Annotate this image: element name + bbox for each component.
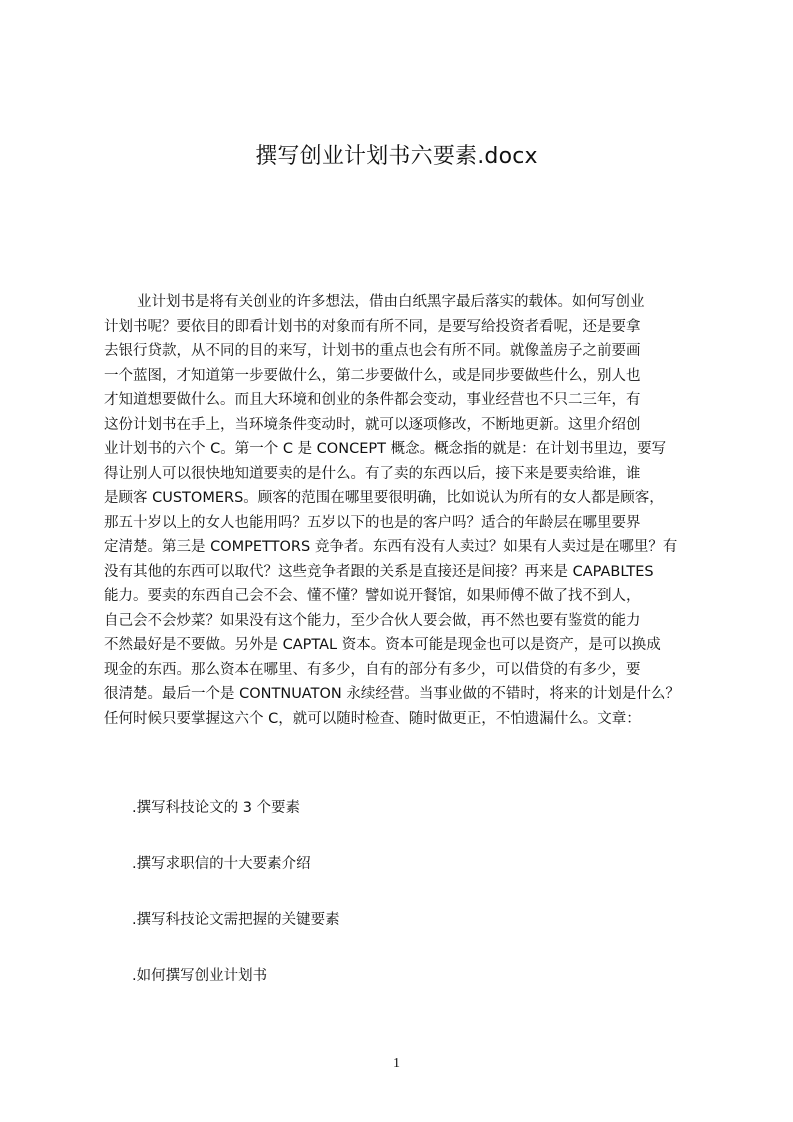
related-article-item: .撰写科技论文需把握的关键要素 <box>132 912 340 928</box>
paragraph-line: 定清楚。第三是 COMPETTORS 竞争者。东西有没有人卖过？如果有人卖过是在哪里？有 <box>104 539 678 555</box>
body-paragraph <box>104 290 698 731</box>
paragraph-line: 才知道想要做什么。而且大环境和创业的条件都会变动，事业经营也不只二三年，有 <box>104 392 641 408</box>
related-article-item: .撰写求职信的十大要素介绍 <box>132 856 311 872</box>
paragraph-line: 去银行贷款，从不同的目的来写，计划书的重点也会有所不同。就像盖房子之前要画 <box>104 343 641 359</box>
paragraph-line: 业计划书的六个 C。第一个 C 是 CONCEPT 概念。概念指的就是：在计划书里边，要写 <box>104 441 667 457</box>
paragraph-line: 计划书呢？要依目的即看计划书的对象而有所不同，是要写给投资者看呢，还是要拿 <box>104 318 641 335</box>
paragraph-line: 这份计划书在手上，当环境条件变动时，就可以逐项修改，不断地更新。这里介绍创 <box>104 416 641 433</box>
related-article-item: .撰写科技论文的 3 个要素 <box>132 800 301 816</box>
paragraph-line: 任何时候只要掌握这六个 C，就可以随时检查、随时做更正，不怕遗漏什么。文章： <box>104 710 641 727</box>
paragraph-line: 自己会不会炒菜？如果没有这个能力，至少合伙人要会做，再不然也要有鉴赏的能力 <box>104 612 641 629</box>
page-number: 1 <box>393 1056 400 1071</box>
paragraph-line: 不然最好是不要做。另外是 CAPTAL 资本。资本可能是现金也可以是资产，是可以换成 <box>104 637 661 653</box>
related-article-item: .如何撰写创业计划书 <box>132 968 268 984</box>
paragraph-line: 那五十岁以上的女人也能用吗？五岁以下的也是的客户吗？适合的年龄层在哪里要界 <box>104 514 641 531</box>
paragraph-line: 业计划书是将有关创业的许多想法，借由白纸黑字最后落实的载体。如何写创业 <box>137 294 645 310</box>
paragraph-line: 很清楚。最后一个是 CONTNUATON 永续经营。当事业做的不错时，将来的计划是什么？ <box>104 686 680 702</box>
paragraph-line: 得让别人可以很快地知道要卖的是什么。有了卖的东西以后，接下来是要卖给谁，谁 <box>104 465 641 482</box>
document-title: 撰写创业计划书六要素.docx <box>255 144 538 169</box>
paragraph-line: 现金的东西。那么资本在哪里、有多少，自有的部分有多少，可以借贷的有多少，要 <box>104 661 641 678</box>
related-articles-list <box>132 796 632 1020</box>
paragraph-line: 能力。要卖的东西自己会不会、懂不懂？譬如说开餐馆，如果师傅不做了找不到人， <box>104 588 641 604</box>
paragraph-line: 没有其他的东西可以取代？这些竞争者跟的关系是直接还是间接？再来是 CAPABLTES <box>104 563 654 580</box>
paragraph-line: 一个蓝图，才知道第一步要做什么，第二步要做什么，或是同步要做些什么，别人也 <box>104 367 641 384</box>
paragraph-line: 是顾客 CUSTOMERS。顾客的范围在哪里要很明确，比如说认为所有的女人都是顾客， <box>104 490 664 506</box>
